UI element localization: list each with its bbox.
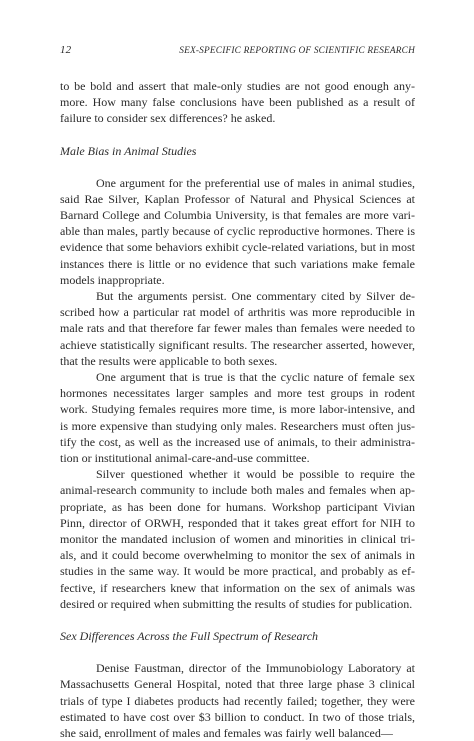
body-paragraph: Denise Faustman, director of the Immunobiology Laboratory at Massachusetts General Hospital, noted that three large phase 3 clinical trials of type I diabetes products had recently failed; together, they were estimated to have cost over $3 billion to conduct. In two of those trials, she said, enrollment of males and females was fairly well balanced— — [60, 661, 415, 740]
body-paragraph: One argument that is true is that the cyclic nature of female sex hormones necessitates larger samples and more test groups in rodent work. Studying females requires more time, is more labor-intensive, and is more expensive than studying only males. Researchers must often justify the cost, as well as the increased use of animals, to their administration or institutional animal-care-and-use committee. — [60, 370, 415, 466]
running-title: SEX-SPECIFIC REPORTING OF SCIENTIFIC RESEARCH — [179, 46, 415, 56]
page-number: 12 — [60, 44, 72, 56]
body-paragraph: Silver questioned whether it would be possible to require the animal-research community to include both males and females when appropriate, as has been done for humans. Workshop participant Vivian Pinn, director of ORWH, responded that it takes great effort for NIH to monitor the mandated inclusion of women and minorities in clinical trials, and it could become overwhelming to monitor the sex of animals in studies in the same way. It would be more practical, and probably as effective, if researchers knew that information on the sex of animals was desired or required when submitting the results of studies for publication. — [60, 467, 415, 611]
running-head — [60, 44, 415, 58]
body-paragraph: But the arguments persist. One commentary cited by Silver described how a particular rat model of arthritis was more reproducible in male rats and that therefore far fewer males than females were needed to achieve statistically significant results. The researcher asserted, however, that the results were applicable to both sexes. — [60, 289, 415, 368]
continued-paragraph: to be bold and assert that male-only studies are not good enough anymore. How many false conclusions have been published as a result of failure to consider sex differences? he asked. — [60, 79, 415, 126]
spacer — [60, 612, 415, 628]
section-heading-male-bias: Male Bias in Animal Studies — [60, 143, 197, 158]
spacer — [60, 644, 415, 660]
spacer — [60, 127, 415, 143]
body-paragraph: One argument for the preferential use of males in animal studies, said Rae Silver, Kaplan Professor of Natural and Physical Sciences at Barnard College and Columbia University, is that females are more variable than males, partly because of cyclic reproductive hormones. There is evidence that some behaviors exhibit cycle-related variations, but in most instances there is little or no evidence that such variations make female models inappropriate. — [60, 175, 415, 287]
document-page — [60, 44, 415, 741]
spacer — [60, 159, 415, 175]
section-heading-sex-differences: Sex Differences Across the Full Spectrum of Research — [60, 629, 319, 644]
